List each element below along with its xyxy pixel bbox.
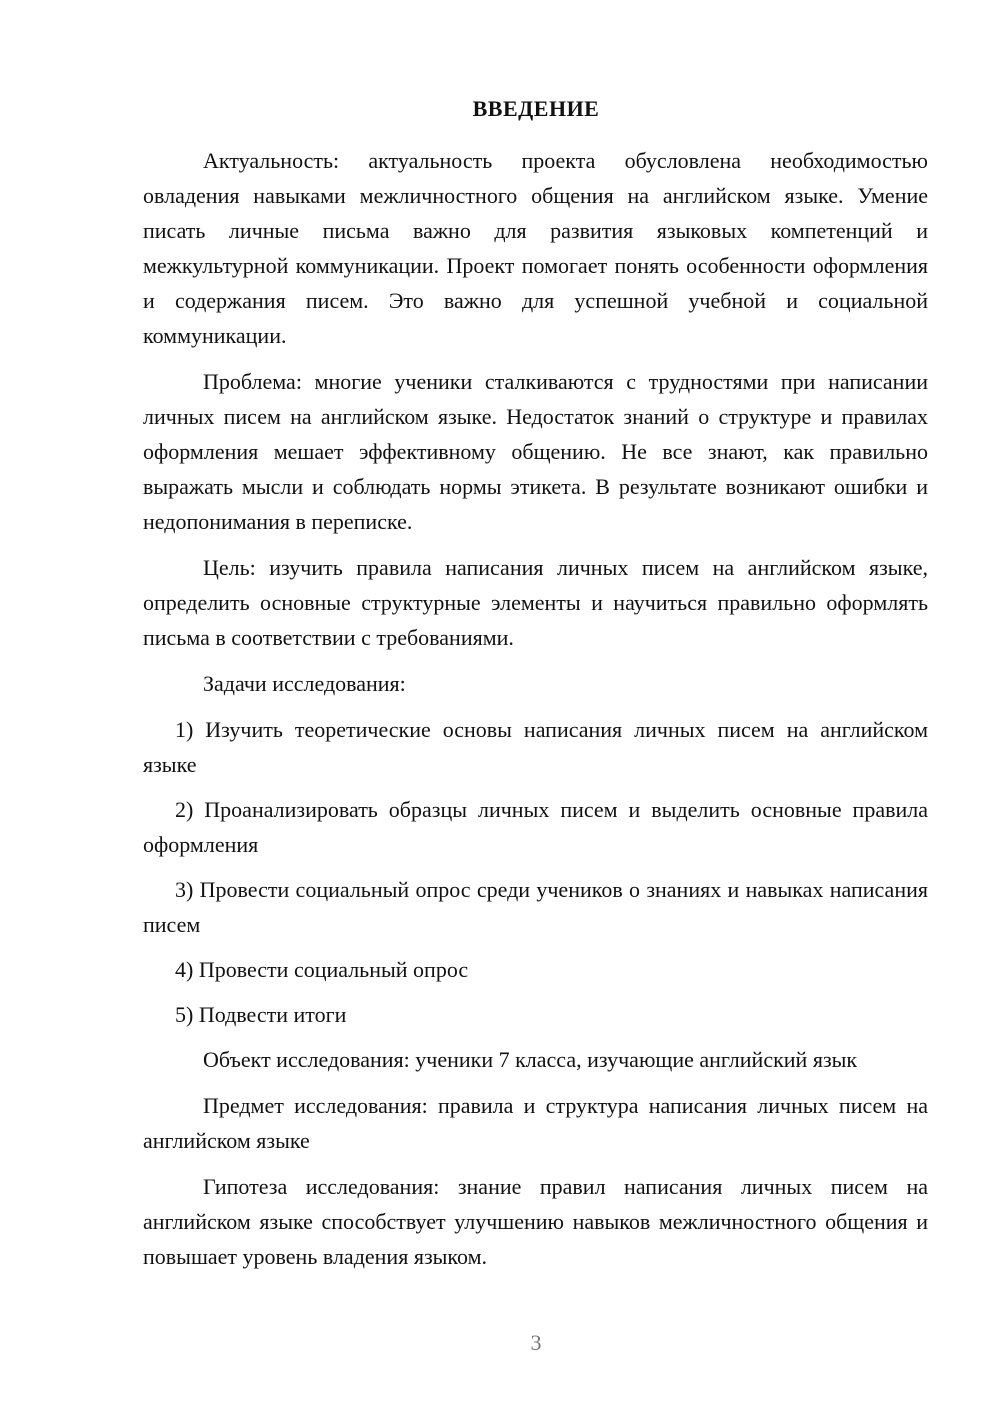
paragraph-tasks-heading: Задачи исследования: xyxy=(203,671,406,696)
paragraph-goal: Цель: изучить правила написания личных писем на английском языке, определить основные структурные элементы и научиться правильно оформлять письма в соответствии с требованиями. xyxy=(143,555,928,650)
paragraph-hypothesis: Гипотеза исследования: знание правил написания личных писем на английском языке способствует улучшению навыков межличностного общения и повышает уровень владения языком. xyxy=(143,1174,928,1269)
task-item-3: 3) Провести социальный опрос среди учеников о знаниях и навыках написания писем xyxy=(143,877,928,937)
page-title: ВВЕДЕНИЕ xyxy=(472,96,600,121)
task-item-1: 1) Изучить теоретические основы написания личных писем на английском языке xyxy=(143,717,928,777)
page-number: 3 xyxy=(530,1330,542,1355)
task-item-5: 5) Подвести итоги xyxy=(175,1002,347,1027)
task-item-2: 2) Проанализировать образцы личных писем и выделить основные правила оформления xyxy=(143,797,928,857)
document-body xyxy=(143,143,928,1285)
paragraph-relevance: Актуальность: актуальность проекта обусловлена необходимостью овладения навыками межличностного общения на английском языке. Умение писать личные письма важно для развития языковых компетенций и межкультурной коммуникации. Проект помогает понять особенности оформления и содержания писем. Это важно для успешной учебной и социальной коммуникации. xyxy=(143,148,928,348)
paragraph-subject: Предмет исследования: правила и структура написания личных писем на английском языке xyxy=(143,1093,928,1153)
paragraph-object: Объект исследования: ученики 7 класса, изучающие английский язык xyxy=(203,1047,858,1072)
paragraph-problem: Проблема: многие ученики сталкиваются с трудностями при написании личных писем на английском языке. Недостаток знаний о структуре и правилах оформления мешает эффективному общению. Не все знают, как правильно выражать мысли и соблюдать нормы этикета. В результате возникают ошибки и недопонимания в переписке. xyxy=(143,369,928,534)
task-item-4: 4) Провести социальный опрос xyxy=(175,957,469,982)
